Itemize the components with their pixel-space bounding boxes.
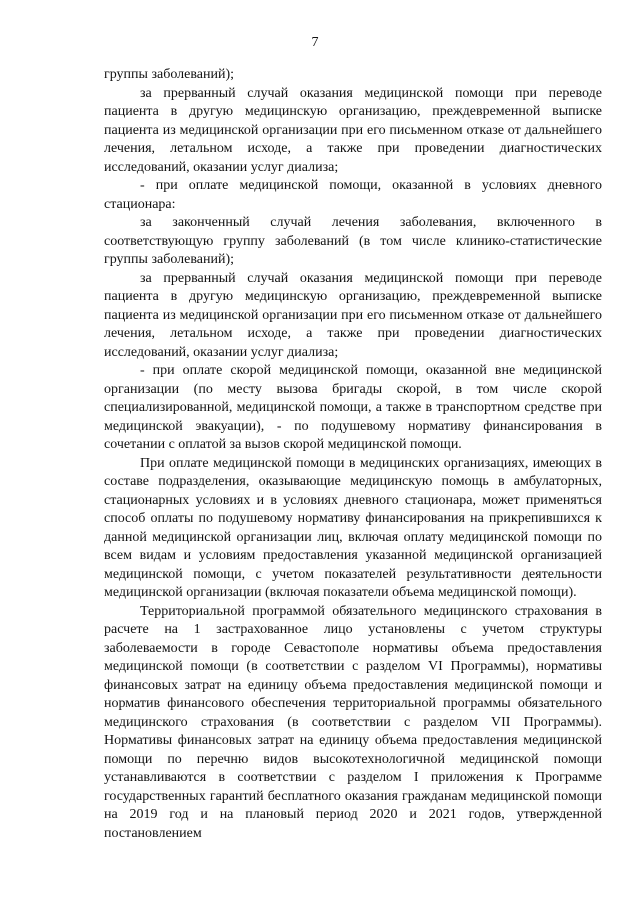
paragraph: - при оплате медицинской помощи, оказанной в условиях дневного стационара: <box>104 178 602 212</box>
paragraph: Территориальной программой обязательного медицинского страхования в расчете на 1 застрахованное лицо установлены с учетом структуры заболеваемости в городе Севастополе нормативы объема предоставления медицинской помощи (в соответствии с разделом VI Программы), нормативы финансовых затрат на единицу объема предоставления медицинской помощи и норматив финансового обеспечения территориальной программы обязательного медицинского страхования (в соответствии с разделом VII Программы). Нормативы финансовых затрат на единицу объема предоставления медицинской помощи по перечню видов высокотехнологичной медицинской помощи устанавливаются в соответствии с разделом I приложения к Программе государственных гарантий бесплатного оказания гражданам медицинской помощи на 2019 год и на плановый период 2020 и 2021 годов, утвержденной постановлением <box>104 603 602 841</box>
paragraph: При оплате медицинской помощи в медицинских организациях, имеющих в составе подразделения, оказывающие медицинскую помощь в амбулаторных, стационарных условиях и в условиях дневного стационара, может применяться способ оплаты по подушевому нормативу финансирования на прикрепившихся к данной медицинской организации лиц, включая оплату медицинской помощи по всем видам и условиям предоставления указанной медицинской организацией медицинской помощи, с учетом показателей результативности деятельности медицинской организации (включая показатели объема медицинской помощи). <box>104 455 602 600</box>
document-body <box>104 66 602 843</box>
paragraph: за законченный случай лечения заболевания, включенного в соответствующую группу заболеваний (в том числе клинико-статистические группы заболеваний); <box>104 215 602 267</box>
page-number: 7 <box>311 35 319 50</box>
paragraph: - при оплате скорой медицинской помощи, оказанной вне медицинской организации (по месту вызова бригады скорой, в том числе скорой специализированной, медицинской помощи, а также в транспортном средстве при медицинской эвакуации), - по подушевому нормативу финансирования в сочетании с оплатой за вызов скорой медицинской помощи. <box>104 363 602 452</box>
paragraph: за прерванный случай оказания медицинской помощи при переводе пациента в другую медицинскую организацию, преждевременной выписке пациента из медицинской организации при его письменном отказе от дальнейшего лечения, летальном исходе, а также при проведении диагностических исследований, оказании услуг диализа; <box>104 85 602 175</box>
paragraph: группы заболеваний); <box>104 67 234 82</box>
paragraph: за прерванный случай оказания медицинской помощи при переводе пациента в другую медицинскую организацию, преждевременной выписке пациента из медицинской организации при его письменном отказе от дальнейшего лечения, летальном исходе, а также при проведении диагностических исследований, оказании услуг диализа; <box>104 270 602 360</box>
